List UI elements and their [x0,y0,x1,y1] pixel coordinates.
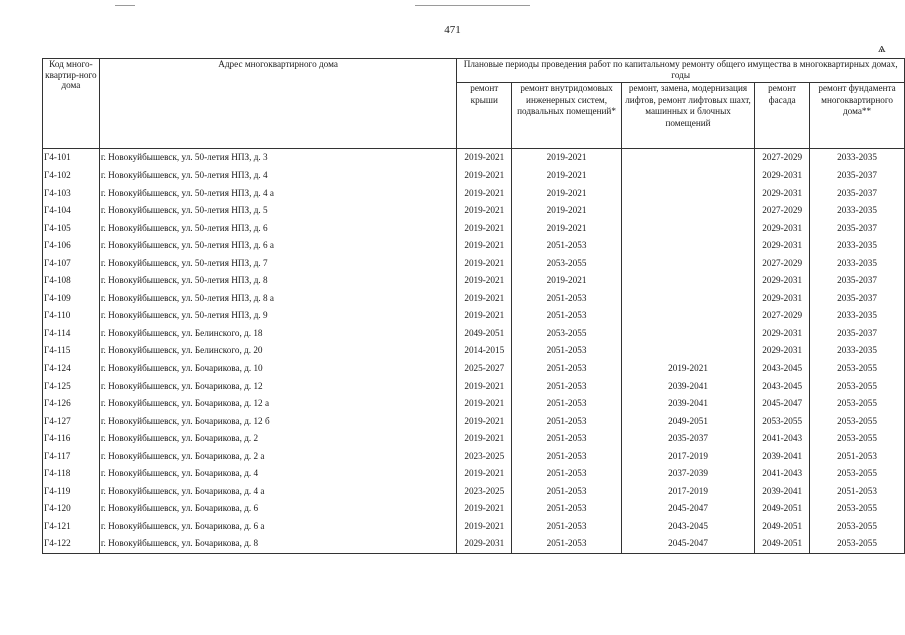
cell-lifts [621,149,754,167]
cell-code: Г4-116 [43,430,100,448]
cell-code: Г4-101 [43,149,100,167]
cell-address: г. Новокуйбышевск, ул. Бочарикова, д. 6 [99,500,457,518]
cell-address: г. Новокуйбышевск, ул. 50-летия НПЗ, д. 4 [99,167,457,185]
cell-roof: 2025-2027 [457,360,512,378]
cell-foundation: 2053-2055 [810,465,905,483]
cell-roof: 2023-2025 [457,482,512,500]
cell-engineering-systems: 2019-2021 [512,167,622,185]
cell-lifts [621,342,754,360]
table-row [43,254,905,272]
cell-code: Г4-118 [43,465,100,483]
table-row [43,289,905,307]
table-row [43,412,905,430]
cell-facade: 2027-2029 [755,202,810,220]
cell-address: г. Новокуйбышевск, ул. 50-летия НПЗ, д. 6 [99,219,457,237]
cell-lifts [621,237,754,255]
cell-foundation: 2035-2037 [810,324,905,342]
cell-engineering-systems: 2051-2053 [512,500,622,518]
cell-foundation: 2033-2035 [810,307,905,325]
cell-engineering-systems: 2051-2053 [512,430,622,448]
cell-engineering-systems: 2051-2053 [512,360,622,378]
cell-address: г. Новокуйбышевск, ул. Белинского, д. 20 [99,342,457,360]
cell-address: г. Новокуйбышевск, ул. 50-летия НПЗ, д. 7 [99,254,457,272]
cell-facade: 2049-2051 [755,535,810,553]
cell-engineering-systems: 2051-2053 [512,307,622,325]
cell-roof: 2019-2021 [457,149,512,167]
cell-roof: 2019-2021 [457,430,512,448]
header-engineering-systems: ремонт внутридомовых инженерных систем, подвальных помещений* [512,83,622,149]
cell-code: Г4-121 [43,517,100,535]
cell-foundation: 2033-2035 [810,254,905,272]
cell-address: г. Новокуйбышевск, ул. 50-летия НПЗ, д. 8 [99,272,457,290]
cell-address: г. Новокуйбышевск, ул. Бочарикова, д. 10 [99,360,457,378]
cell-lifts [621,184,754,202]
cell-facade: 2049-2051 [755,517,810,535]
cell-code: Г4-110 [43,307,100,325]
cell-facade: 2029-2031 [755,184,810,202]
cell-lifts: 2039-2041 [621,377,754,395]
header-lifts: ремонт, замена, модернизация лифтов, ремонт лифтовых шахт, машинных и блочных помещений [621,83,754,149]
cell-foundation: 2035-2037 [810,167,905,185]
cell-facade: 2045-2047 [755,395,810,413]
cell-roof: 2029-2031 [457,535,512,553]
header-roof: ремонт крыши [457,83,512,149]
cell-address: г. Новокуйбышевск, ул. 50-летия НПЗ, д. 3 [99,149,457,167]
cell-roof: 2019-2021 [457,517,512,535]
cell-foundation: 2033-2035 [810,342,905,360]
header-facade: ремонт фасада [755,83,810,149]
cell-address: г. Новокуйбышевск, ул. Бочарикова, д. 2 [99,430,457,448]
cell-facade: 2039-2041 [755,447,810,465]
cell-address: г. Новокуйбышевск, ул. 50-летия НПЗ, д. 4 а [99,184,457,202]
table-row [43,307,905,325]
cell-roof: 2019-2021 [457,167,512,185]
cell-lifts [621,167,754,185]
table-body [43,149,905,554]
cell-lifts [621,324,754,342]
cell-roof: 2019-2021 [457,272,512,290]
cell-foundation: 2051-2053 [810,482,905,500]
cell-address: г. Новокуйбышевск, ул. 50-летия НПЗ, д. 5 [99,202,457,220]
cell-engineering-systems: 2051-2053 [512,377,622,395]
table-row [43,237,905,255]
cell-facade: 2041-2043 [755,430,810,448]
cell-code: Г4-114 [43,324,100,342]
table-row [43,377,905,395]
scan-artifact-line [115,5,135,6]
cell-roof: 2019-2021 [457,289,512,307]
cell-facade: 2027-2029 [755,254,810,272]
cell-address: г. Новокуйбышевск, ул. Бочарикова, д. 2 а [99,447,457,465]
cell-address: г. Новокуйбышевск, ул. Бочарикова, д. 12 а [99,395,457,413]
cell-lifts [621,254,754,272]
cell-lifts [621,202,754,220]
cell-lifts: 2043-2045 [621,517,754,535]
cell-lifts: 2017-2019 [621,447,754,465]
header-address: Адрес многоквартирного дома [99,59,457,149]
page-number: 471 [444,24,461,36]
cell-code: Г4-125 [43,377,100,395]
cell-code: Г4-108 [43,272,100,290]
table-row [43,465,905,483]
cell-address: г. Новокуйбышевск, ул. Белинского, д. 18 [99,324,457,342]
table-row [43,149,905,167]
cell-engineering-systems: 2051-2053 [512,465,622,483]
cell-lifts: 2035-2037 [621,430,754,448]
cell-address: г. Новокуйбышевск, ул. Бочарикова, д. 6 а [99,517,457,535]
cell-engineering-systems: 2051-2053 [512,412,622,430]
cell-lifts: 2045-2047 [621,500,754,518]
cell-foundation: 2053-2055 [810,430,905,448]
cell-roof: 2019-2021 [457,465,512,483]
cell-code: Г4-103 [43,184,100,202]
cell-foundation: 2053-2055 [810,535,905,553]
table-row [43,430,905,448]
cell-code: Г4-122 [43,535,100,553]
cell-address: г. Новокуйбышевск, ул. Бочарикова, д. 4 [99,465,457,483]
cell-facade: 2029-2031 [755,167,810,185]
cell-lifts [621,219,754,237]
cell-foundation: 2053-2055 [810,395,905,413]
header-planned-periods: Плановые периоды проведения работ по капитальному ремонту общего имущества в многоквартирных домах, годы [457,59,905,83]
cell-code: Г4-109 [43,289,100,307]
cell-engineering-systems: 2051-2053 [512,342,622,360]
cell-foundation: 2033-2035 [810,202,905,220]
header-code: Код много-квартир-ного дома [43,59,100,149]
cell-roof: 2019-2021 [457,377,512,395]
cell-roof: 2019-2021 [457,202,512,220]
cell-facade: 2027-2029 [755,149,810,167]
table-row [43,219,905,237]
cell-lifts [621,289,754,307]
cell-roof: 2019-2021 [457,237,512,255]
cell-facade: 2043-2045 [755,377,810,395]
cell-lifts: 2049-2051 [621,412,754,430]
cell-roof: 2019-2021 [457,254,512,272]
cell-engineering-systems: 2051-2053 [512,395,622,413]
cell-code: Г4-126 [43,395,100,413]
cell-code: Г4-127 [43,412,100,430]
cell-facade: 2049-2051 [755,500,810,518]
cell-code: Г4-102 [43,167,100,185]
cell-code: Г4-105 [43,219,100,237]
cell-foundation: 2035-2037 [810,219,905,237]
table-row [43,202,905,220]
table-row [43,167,905,185]
cell-facade: 2029-2031 [755,289,810,307]
cell-facade: 2041-2043 [755,465,810,483]
cell-address: г. Новокуйбышевск, ул. Бочарикова, д. 8 [99,535,457,553]
cell-engineering-systems: 2019-2021 [512,149,622,167]
cell-address: г. Новокуйбышевск, ул. 50-летия НПЗ, д. 8 а [99,289,457,307]
cell-foundation: 2053-2055 [810,377,905,395]
cell-roof: 2023-2025 [457,447,512,465]
cell-roof: 2014-2015 [457,342,512,360]
table-row [43,500,905,518]
header-foundation: ремонт фундамента многоквартирного дома** [810,83,905,149]
cell-roof: 2049-2051 [457,324,512,342]
cell-facade: 2053-2055 [755,412,810,430]
cell-engineering-systems: 2051-2053 [512,482,622,500]
repair-schedule-table [42,58,905,554]
scan-artifact-line [415,5,530,6]
cell-lifts: 2037-2039 [621,465,754,483]
cell-code: Г4-124 [43,360,100,378]
cell-facade: 2039-2041 [755,482,810,500]
cell-address: г. Новокуйбышевск, ул. 50-летия НПЗ, д. 9 [99,307,457,325]
cell-code: Г4-115 [43,342,100,360]
cell-lifts [621,272,754,290]
corner-scan-mark: ѧ [878,40,886,55]
table-row [43,342,905,360]
cell-address: г. Новокуйбышевск, ул. Бочарикова, д. 12 б [99,412,457,430]
cell-roof: 2019-2021 [457,307,512,325]
cell-code: Г4-117 [43,447,100,465]
cell-code: Г4-119 [43,482,100,500]
cell-facade: 2029-2031 [755,342,810,360]
cell-engineering-systems: 2051-2053 [512,517,622,535]
cell-foundation: 2035-2037 [810,289,905,307]
cell-engineering-systems: 2019-2021 [512,272,622,290]
cell-roof: 2019-2021 [457,412,512,430]
cell-engineering-systems: 2019-2021 [512,219,622,237]
cell-lifts: 2045-2047 [621,535,754,553]
cell-facade: 2029-2031 [755,219,810,237]
cell-engineering-systems: 2051-2053 [512,535,622,553]
cell-lifts [621,307,754,325]
table-row [43,395,905,413]
cell-code: Г4-107 [43,254,100,272]
cell-foundation: 2033-2035 [810,149,905,167]
cell-engineering-systems: 2051-2053 [512,237,622,255]
table-row [43,272,905,290]
cell-foundation: 2053-2055 [810,360,905,378]
cell-address: г. Новокуйбышевск, ул. Бочарикова, д. 12 [99,377,457,395]
cell-roof: 2019-2021 [457,219,512,237]
cell-foundation: 2035-2037 [810,184,905,202]
cell-address: г. Новокуйбышевск, ул. 50-летия НПЗ, д. 6 а [99,237,457,255]
cell-foundation: 2053-2055 [810,500,905,518]
cell-engineering-systems: 2053-2055 [512,324,622,342]
cell-roof: 2019-2021 [457,500,512,518]
cell-engineering-systems: 2051-2053 [512,289,622,307]
cell-facade: 2029-2031 [755,324,810,342]
cell-lifts: 2019-2021 [621,360,754,378]
cell-facade: 2043-2045 [755,360,810,378]
table-row [43,535,905,553]
cell-roof: 2019-2021 [457,395,512,413]
table-row [43,324,905,342]
cell-code: Г4-104 [43,202,100,220]
cell-engineering-systems: 2019-2021 [512,184,622,202]
cell-foundation: 2035-2037 [810,272,905,290]
cell-engineering-systems: 2053-2055 [512,254,622,272]
table-row [43,482,905,500]
cell-foundation: 2051-2053 [810,447,905,465]
cell-engineering-systems: 2051-2053 [512,447,622,465]
cell-facade: 2029-2031 [755,272,810,290]
table-row [43,360,905,378]
cell-foundation: 2053-2055 [810,517,905,535]
cell-lifts: 2017-2019 [621,482,754,500]
table-row [43,517,905,535]
cell-foundation: 2053-2055 [810,412,905,430]
cell-roof: 2019-2021 [457,184,512,202]
cell-engineering-systems: 2019-2021 [512,202,622,220]
cell-lifts: 2039-2041 [621,395,754,413]
cell-code: Г4-106 [43,237,100,255]
cell-address: г. Новокуйбышевск, ул. Бочарикова, д. 4 а [99,482,457,500]
cell-facade: 2027-2029 [755,307,810,325]
table-row [43,184,905,202]
cell-code: Г4-120 [43,500,100,518]
cell-facade: 2029-2031 [755,237,810,255]
cell-foundation: 2033-2035 [810,237,905,255]
table-row [43,447,905,465]
